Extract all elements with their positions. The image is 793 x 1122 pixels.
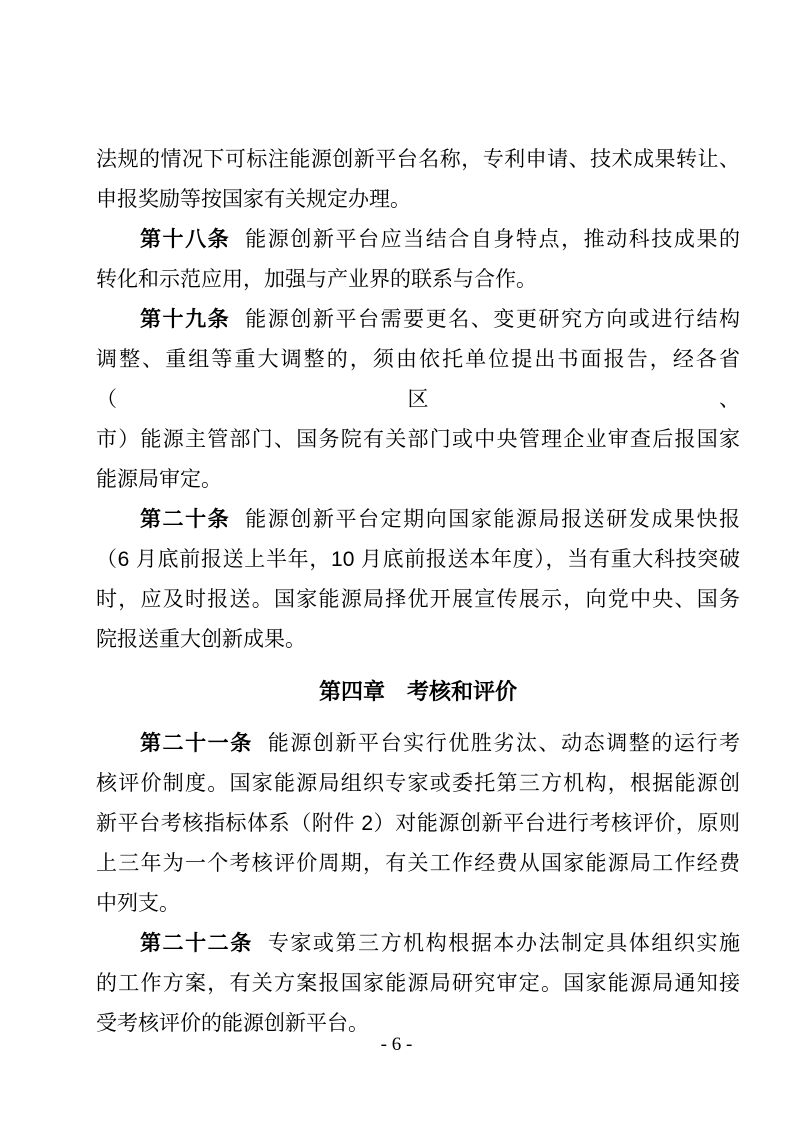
paragraph-line: 市）能源主管部门、国务院有关部门或中央管理企业审查后报国家	[96, 428, 740, 451]
paragraph-article-20	[96, 500, 740, 660]
paragraph-line: 的工作方案，有关方案报国家能源局研究审定。国家能源局通知接	[96, 972, 740, 995]
paragraph-line: （6 月底前报送上半年，10 月底前报送本年度），当有重大科技突破	[96, 548, 740, 571]
paragraph-line	[96, 500, 740, 540]
chapter-title: 考核和评价	[407, 679, 518, 704]
chapter-heading	[96, 672, 740, 712]
article-number: 第二十二条	[140, 932, 253, 955]
paragraph-line: 受考核评价的能源创新平台。	[96, 1012, 369, 1035]
paragraph-line	[96, 724, 740, 764]
paragraph-article-18	[96, 220, 740, 300]
paragraph-line: 院报送重大创新成果。	[96, 628, 306, 651]
article-number: 第二十条	[140, 508, 231, 531]
paragraph	[96, 140, 740, 220]
paragraph-line	[96, 220, 740, 260]
paragraph-line: 转化和示范应用，加强与产业界的联系与合作。	[96, 268, 537, 291]
article-text: 专家或第三方机构根据本办法制定具体组织实施	[267, 932, 741, 955]
text-block	[96, 140, 740, 1044]
paragraph-line: 新平台考核指标体系（附件 2）对能源创新平台进行考核评价，原则	[96, 812, 740, 835]
chapter-number: 第四章	[318, 679, 385, 704]
article-text: 能源创新平台实行优胜劣汰、动态调整的运行考	[267, 732, 741, 755]
paragraph-article-22	[96, 924, 740, 1044]
paragraph-article-19	[96, 300, 740, 500]
paragraph-line: 申报奖励等按国家有关规定办理。	[96, 188, 411, 211]
paragraph-line: 上三年为一个考核评价周期，有关工作经费从国家能源局工作经费	[96, 852, 740, 875]
paragraph-line: 中列支。	[96, 892, 180, 915]
paragraph-article-21	[96, 724, 740, 924]
paragraph-line: 能源局审定。	[96, 468, 222, 491]
paragraph-line: 调整、重组等重大调整的，须由依托单位提出书面报告，经各省（区、	[96, 348, 740, 411]
paragraph-line: 核评价制度。国家能源局组织专家或委托第三方机构，根据能源创	[96, 772, 740, 795]
paragraph-line: 时，应及时报送。国家能源局择优开展宣传展示，向党中央、国务	[96, 588, 740, 611]
article-number: 第二十一条	[140, 732, 253, 755]
article-number: 第十九条	[140, 308, 231, 331]
paragraph-line	[96, 300, 740, 340]
paragraph-line: 法规的情况下可标注能源创新平台名称，专利申请、技术成果转让、	[96, 148, 740, 171]
article-text: 能源创新平台应当结合自身特点，推动科技成果的	[245, 228, 741, 251]
paragraph-line	[96, 924, 740, 964]
article-number: 第十八条	[140, 228, 231, 251]
article-text: 能源创新平台定期向国家能源局报送研发成果快报	[245, 508, 741, 531]
article-text: 能源创新平台需要更名、变更研究方向或进行结构	[245, 308, 741, 331]
page-number: - 6 -	[380, 1034, 413, 1055]
